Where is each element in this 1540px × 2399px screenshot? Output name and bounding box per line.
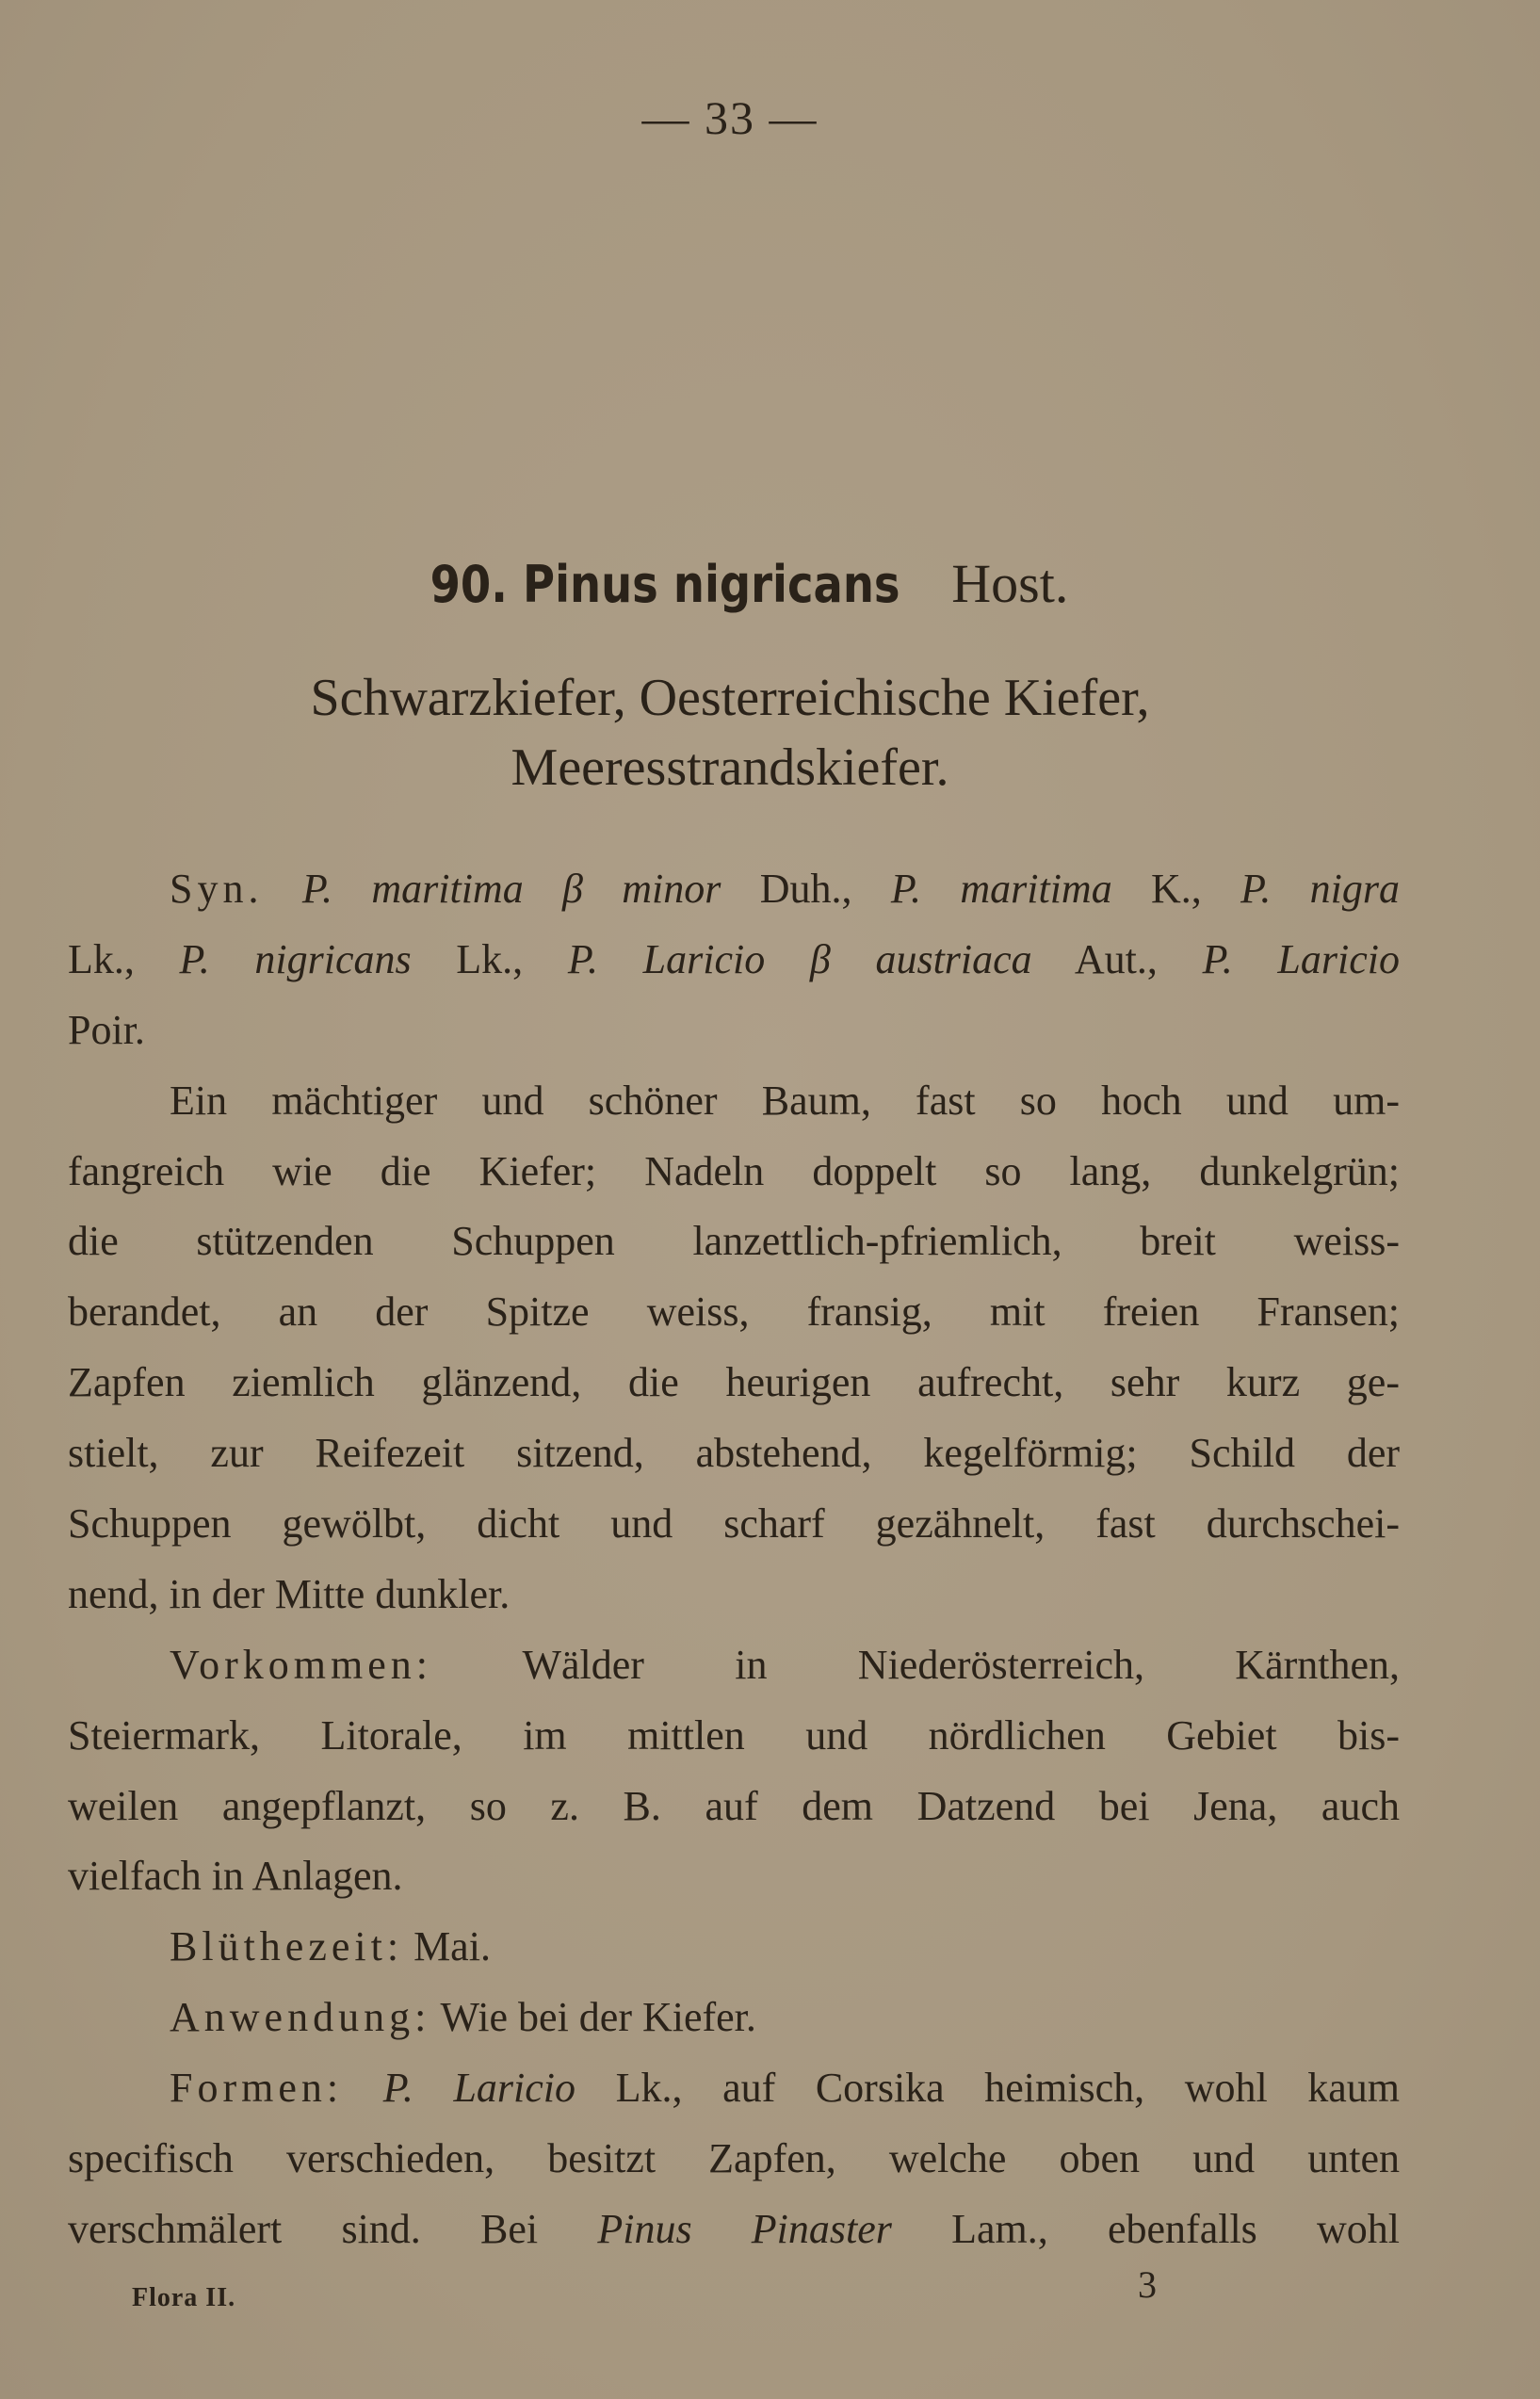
synonyms-line-3: Poir.: [68, 1006, 145, 1053]
flowering-paragraph: [68, 1912, 1400, 1983]
forms-text: verschmälert sind. Bei: [68, 2205, 598, 2252]
usage-value: Wie bei der Kiefer.: [430, 1994, 756, 2041]
description-line: nend, in der Mitte dunkler.: [68, 1570, 511, 1617]
synonym-name: P. maritima: [890, 866, 1112, 912]
synonyms-line-2: [68, 925, 1400, 996]
usage-paragraph: [68, 1983, 1400, 2053]
usage-line: [68, 1983, 1400, 2053]
occurrence-line: weilen angepflanzt, so z. B. auf dem Datzend bei Jena, auch: [68, 1782, 1400, 1829]
flowering-label: Blüthezeit:: [170, 1923, 404, 1970]
synonym-name: P. Laricio β austriaca: [567, 935, 1032, 982]
description-line: berandet, an der Spitze weiss, fransig, mit freien Fransen;: [68, 1289, 1400, 1336]
synonym-author: Lk.,: [68, 935, 180, 982]
synonym-author: Duh.,: [721, 866, 891, 912]
common-names-line-1: Schwarzkiefer, Oesterreichische Kiefer,: [310, 669, 1150, 727]
page-number: — 33 —: [641, 91, 819, 144]
synonym-name: P. nigricans: [179, 935, 412, 982]
description-line: stielt, zur Reifezeit sitzend, abstehend, kegelförmig; Schild der: [68, 1430, 1400, 1477]
form-name: P. Laricio: [382, 2065, 576, 2112]
occurrence-line-1: [68, 1630, 1400, 1701]
occurrence-paragraph: [68, 1630, 1400, 1913]
forms-line-3: [68, 2195, 1400, 2265]
forms-text: Lam., ebenfalls wohl: [891, 2205, 1401, 2252]
synonym-author: Aut.,: [1031, 935, 1203, 982]
common-names: [0, 663, 1460, 802]
synonyms-paragraph: [68, 854, 1400, 1066]
description-line: fangreich wie die Kiefer; Nadeln doppelt so lang, dunkelgrün;: [68, 1147, 1400, 1194]
usage-label: Anwendung:: [170, 1994, 431, 2041]
common-names-line-2: Meeresstrandskiefer.: [511, 738, 949, 797]
occurrence-line: Steiermark, Litorale, im mittlen und nördlichen Gebiet bis-: [68, 1711, 1400, 1759]
synonyms-line-1: [68, 854, 1400, 925]
signature-number: 3: [1138, 2263, 1157, 2306]
description-line: die stützenden Schuppen lanzettlich-pfriemlich, breit weiss-: [68, 1218, 1400, 1265]
body-text: [68, 854, 1400, 2265]
flowering-line: [68, 1912, 1400, 1983]
forms-label: Formen:: [170, 2065, 344, 2112]
description-line: Zapfen ziemlich glänzend, die heurigen aufrecht, sehr kurz ge-: [68, 1359, 1400, 1406]
occurrence-label: Vorkommen:: [170, 1641, 432, 1688]
species-heading: [0, 551, 1460, 618]
occurrence-text: Wälder in Niederösterreich, Kärnthen,: [431, 1641, 1400, 1688]
synonym-author: Lk.,: [411, 935, 568, 982]
synonyms-label: Syn.: [170, 866, 264, 912]
synonym-name: P. nigra: [1240, 866, 1401, 912]
synonym-author: K.,: [1111, 866, 1241, 912]
synonym-name: P. Laricio: [1202, 935, 1400, 982]
synonym-name: P. maritima β minor: [301, 866, 721, 912]
species-author: Host.: [951, 553, 1069, 614]
species-number-name: 90. Pinus nigricans: [430, 555, 900, 614]
description-line: Ein mächtiger und schöner Baum, fast so hoch und um-: [170, 1077, 1400, 1124]
forms-line-2: specifisch verschieden, besitzt Zapfen, welche oben und unten: [68, 2135, 1400, 2182]
flowering-value: Mai.: [403, 1923, 491, 1970]
forms-line-1: [68, 2053, 1400, 2124]
forms-paragraph: [68, 2053, 1400, 2265]
occurrence-line: vielfach in Anlagen.: [68, 1853, 403, 1900]
form-name: Pinus Pinaster: [597, 2205, 892, 2252]
signature-mark: Flora II.: [132, 2283, 236, 2312]
description-line: Schuppen gewölbt, dicht und scharf gezähnelt, fast durchschei-: [68, 1500, 1400, 1548]
forms-text: Lk., auf Corsika heimisch, wohl kaum: [575, 2065, 1401, 2112]
description-paragraph: [68, 1066, 1400, 1630]
